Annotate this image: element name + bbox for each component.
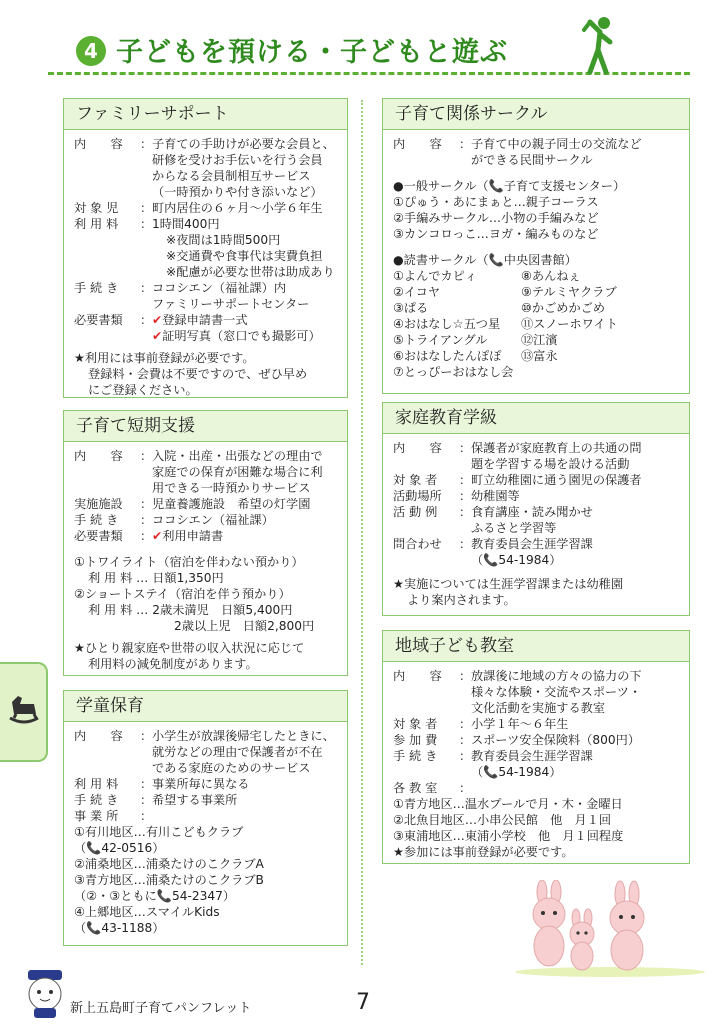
label: 活 動 例 [393,505,438,519]
note-line: 利用料の減免制度があります。 [88,657,258,671]
text-line: 1時間400円 [152,217,220,231]
list-item: ①よんでカピィ [393,269,477,283]
list-item: ⑪スノーホワイト [521,317,618,331]
text-line: 児童養護施設 希望の灯学園 [152,497,311,511]
text-line: ●一般サークル（📞子育て支援センター） [393,179,626,193]
label: 利 用 料 [74,217,119,231]
text-line: ④上郷地区…スマイルKids [74,905,220,919]
check-icon: ✔ [152,313,163,327]
label: 対 象 者 [393,717,438,731]
label: 問合わせ [393,537,442,551]
text-line: ②浦桑地区…浦桑たけのこクラブA [74,857,264,871]
list-item: ②イコヤ [393,285,441,299]
list-item: ⑦とっぴーおはなし会 [393,365,514,379]
text-line: （一時預かりや付き添いなど） [152,185,323,199]
list-item: ⑩かごめかごめ [521,301,606,315]
text-line: 町内居住の６ヶ月〜小学６年生 [152,201,323,215]
label: 内 容 [74,449,123,463]
panel-title: 学童保育 [64,691,347,722]
panel-title: 地域子ども教室 [383,631,689,662]
note-line: より案内されます。 [407,593,516,607]
list-item: ⑨テルミヤクラブ [521,285,617,299]
text-line: ①有川地区…有川こどもクラブ [74,825,244,839]
panel-title: 子育て短期支援 [64,411,347,442]
text-line: ②北魚目地区…小串公民館 他 月１回 [393,813,612,827]
text-line: ココシエン（福祉課）内 [152,281,287,295]
text-line: 利用申請書 [162,529,224,543]
text-line: （📞54-1984） [471,765,562,779]
text-line: ココシエン（福祉課） [152,513,274,527]
text-line: ①青方地区…温水プールで月・木・金曜日 [393,797,623,811]
note-line: ★利用には事前登録が必要です。 [74,351,255,365]
section-number-badge: 4 [76,36,106,66]
label: 内 容 [74,729,123,743]
text-line: 小学生が放課後帰宅したときに、 [152,729,335,743]
rocking-horse-icon [6,688,42,728]
list-item: ⑧あんねぇ [521,269,581,283]
label: 内 容 [393,669,442,683]
note-line: ★ひとり親家庭や世帯の収入状況に応じて [74,641,305,655]
list-item: ⑬富永 [521,349,558,363]
text-line: 証明写真（窓口でも撮影可） [162,329,321,343]
short-term-support-panel: 子育て短期支援 内 容 ： 入院・出産・出張などの理由で 家庭での保育が困難な場合に利 用できる一時預かりサービス 実施施設 ： 児童養護施設 希望の灯学園 手 続 き ： ココシエン（福祉課） 必要書類 ： ✔利用申請書 ①トワイライト（宿泊を伴わない預かり） 利 用 料 … 日額1,350円 ②ショートステイ（宿泊を伴う預かり） 利 用 料 … 2歳未満児 日額5,400円 2歳以上児 日額2,800円 ★ひとり親家庭や世帯の収入状況に応じて 利用料の減免制度があります。 [63,410,348,676]
label: 参 加 費 [393,733,438,747]
mascot-icon [20,968,70,1020]
text-line: 登録申請書一式 [162,313,248,327]
text-line: 教育委員会生涯学習課 [471,537,593,551]
text-line: 事業所毎に異なる [152,777,250,791]
home-education-panel: 家庭教育学級 内 容 ： 保護者が家庭教育上の共通の問 題を学習する場を設ける活動 対 象 者 ： 町立幼稚園に通う園児の保護者 活動場所 ： 幼稚園等 活 動 例 ： 食育講座・読み聞かせ ふるさと学習等 問合わせ ： 教育委員会生涯学習課 （📞54-1984） ★実施については生涯学習課または幼稚園 より案内されます。 [382,402,690,616]
column-divider [361,100,363,965]
text-line: ※夜間は1時間500円 [166,233,281,247]
text-line: 希望する事業所 [152,793,238,807]
label: 必要書類 [74,313,123,327]
text-line: スポーツ安全保険料（800円） [471,733,641,747]
text-line: （📞42-0516） [74,841,165,855]
text-line: 入院・出産・出張などの理由で [152,449,323,463]
text-line: （📞54-1984） [471,553,562,567]
check-icon: ✔ [152,529,163,543]
list-item: ③ぱる [393,301,429,315]
text-line: ●読書サークル（📞中央図書館） [393,253,577,267]
text-line: ③青方地区…浦桑たけのこクラブB [74,873,264,887]
text-line: 題を学習する場を設ける活動 [471,457,630,471]
text-line: 利 用 料 … 日額1,350円 [88,571,224,585]
text-line: 文化活動を実施する教室 [471,701,606,715]
text-line: （📞43-1188） [74,921,165,935]
label: 内 容 [393,441,442,455]
note-line: ★実施については生涯学習課または幼稚園 [393,577,624,591]
label: 対 象 児 [74,201,119,215]
label: 内 容 [74,137,123,151]
text-line: 食育講座・読み聞かせ [471,505,593,519]
family-support-panel: ファミリーサポート 内 容 ： 子育ての手助けが必要な会員と、 研修を受けお手伝いを行う会員 からなる会員制相互サービス （一時預かりや付き添いなど） 対 象 児 ： 町内居住の６ヶ月〜小学６年生 利 用 料 ： 1時間400円 ※夜間は1時間500円 ※交通費や食事代は実費負担 ※配慮が必要な世帯は助成あり 手 続 き ： ココシエン（福祉課）内 ファミリーサポートセンター 必要書類 ： ✔登録申請書一式 ✔証明写真（窓口でも撮影可） ★利用には事前登録が必要です。 登録料・会費は不要ですので、ぜひ早め にご登録ください。 [63,98,348,398]
label: 利 用 料 [74,777,119,791]
text-line: からなる会員制相互サービス [152,169,311,183]
text-line: ②ショートステイ（宿泊を伴う預かり） [74,587,291,601]
text-line: 家庭での保育が困難な場合に利 [152,465,323,479]
pointing-person-icon [570,14,620,76]
list-item: ①ぴゅう・あにまぁと…親子コーラス [393,195,599,209]
text-line: 幼稚園等 [471,489,520,503]
list-item: ②手編みサークル…小物の手編みなど [393,211,599,225]
label: 手 続 き [74,513,119,527]
text-line: 子育て中の親子同士の交流など [471,137,642,151]
text-line: （②・③ともに📞54-2347） [74,889,236,903]
parenting-circle-panel: 子育て関係サークル 内 容 ： 子育て中の親子同士の交流など ができる民間サークル ●一般サークル（📞子育て支援センター） ①ぴゅう・あにまぁと…親子コーラス ②手編みサークル…小物の手編みなど ③カンコロっこ…ヨガ・編みものなど ●読書サークル（📞中央図書館） ①よんでカピィ ⑧あんねぇ ②イコヤ ⑨テルミヤクラブ ③ぱる ⑩かごめかごめ ④おはなし☆五つ星 ⑪スノーホワイト ⑤トライアングル ⑫江濱 ⑥おはなしたんぽぽ ⑬富永 ⑦とっぴーおはなし会 [382,98,690,394]
text-line: ※交通費や食事代は実費負担 [166,249,323,263]
list-item: ⑥おはなしたんぽぽ [393,349,502,363]
text-line: 小学１年〜６年生 [471,717,569,731]
label: 実施施設 [74,497,123,511]
text-line: 研修を受けお手伝いを行う会員 [152,153,323,167]
label: 手 続 き [74,793,119,807]
text-line: 就労などの理由で保護者が不在 [152,745,323,759]
after-school-care-panel: 学童保育 内 容 ： 小学生が放課後帰宅したときに、 就労などの理由で保護者が不在 である家庭のためのサービス 利 用 料 ： 事業所毎に異なる 手 続 き ： 希望する事業所 事 業 所 ： ①有川地区…有川こどもクラブ （📞42-0516） ②浦桑地区…浦桑たけのこクラブA ③青方地区…浦桑たけのこクラブB （②・③ともに📞54-2347） ④上郷地区…スマイルKids （📞43-1188） [63,690,348,946]
page-number: 7 [356,990,370,1015]
text-line: 教育委員会生涯学習課 [471,749,593,763]
community-kids-class-panel: 地域子ども教室 内 容 ： 放課後に地域の方々の協力の下 様々な体験・交流やスポーツ・ 文化活動を実施する教室 対 象 者 ： 小学１年〜６年生 参 加 費 ： スポーツ安全保険料（800円） 手 続 き ： 教育委員会生涯学習課 （📞54-1984） 各 教 室 ： ①青方地区…温水プールで月・木・金曜日 ②北魚目地区…小串公民館 他 月１回 ③東浦地区…東浦小学校 他 月１回程度 ★参加には事前登録が必要です。 [382,630,690,864]
text-line: 放課後に地域の方々の協力の下 [471,669,642,683]
note-line: ★参加には事前登録が必要です。 [393,845,574,859]
list-item: ③カンコロっこ…ヨガ・編みものなど [393,227,599,241]
text-line: 様々な体験・交流やスポーツ・ [471,685,642,699]
list-item: ⑫江濱 [521,333,558,347]
page-title: 子どもを預ける・子どもと遊ぶ [116,37,508,68]
label: 対 象 者 [393,473,438,487]
note-line: にご登録ください。 [88,383,198,397]
label: 手 続 き [393,749,438,763]
panel-title: ファミリーサポート [64,99,347,130]
label: 必要書類 [74,529,123,543]
label: 活動場所 [393,489,442,503]
text-line: 利 用 料 … 2歳未満児 日額5,400円 [88,603,293,617]
label: 内 容 [393,137,442,151]
list-item: ④おはなし☆五つ星 [393,317,501,331]
text-line: 子育ての手助けが必要な会員と、 [152,137,335,151]
list-item: ⑤トライアングル [393,333,488,347]
text-line: である家庭のためのサービス [152,761,311,775]
text-line: ※配慮が必要な世帯は助成あり [166,265,335,279]
text-line: ふるさと学習等 [471,521,557,535]
text-line: 用できる一時預かりサービス [152,481,311,495]
footer-pamphlet-title: 新上五島町子育てパンフレット [70,1001,252,1016]
panel-title: 子育て関係サークル [383,99,689,130]
check-icon: ✔ [152,329,163,343]
text-line: ①トワイライト（宿泊を伴わない預かり） [74,555,304,569]
label: 手 続 き [74,281,119,295]
bunnies-illustration [510,880,710,980]
note-line: 登録料・会費は不要ですので、ぜひ早め [88,367,308,381]
text-line: 町立幼稚園に通う園児の保護者 [471,473,642,487]
text-line: 保護者が家庭教育上の共通の問 [471,441,642,455]
text-line: ができる民間サークル [471,153,593,167]
text-line: ③東浦地区…東浦小学校 他 月１回程度 [393,829,624,843]
label: 各 教 室 [393,781,438,795]
panel-title: 家庭教育学級 [383,403,689,434]
text-line: 2歳以上児 日額2,800円 [174,619,315,633]
text-line: ファミリーサポートセンター [152,297,310,311]
label: 事 業 所 [74,809,119,823]
